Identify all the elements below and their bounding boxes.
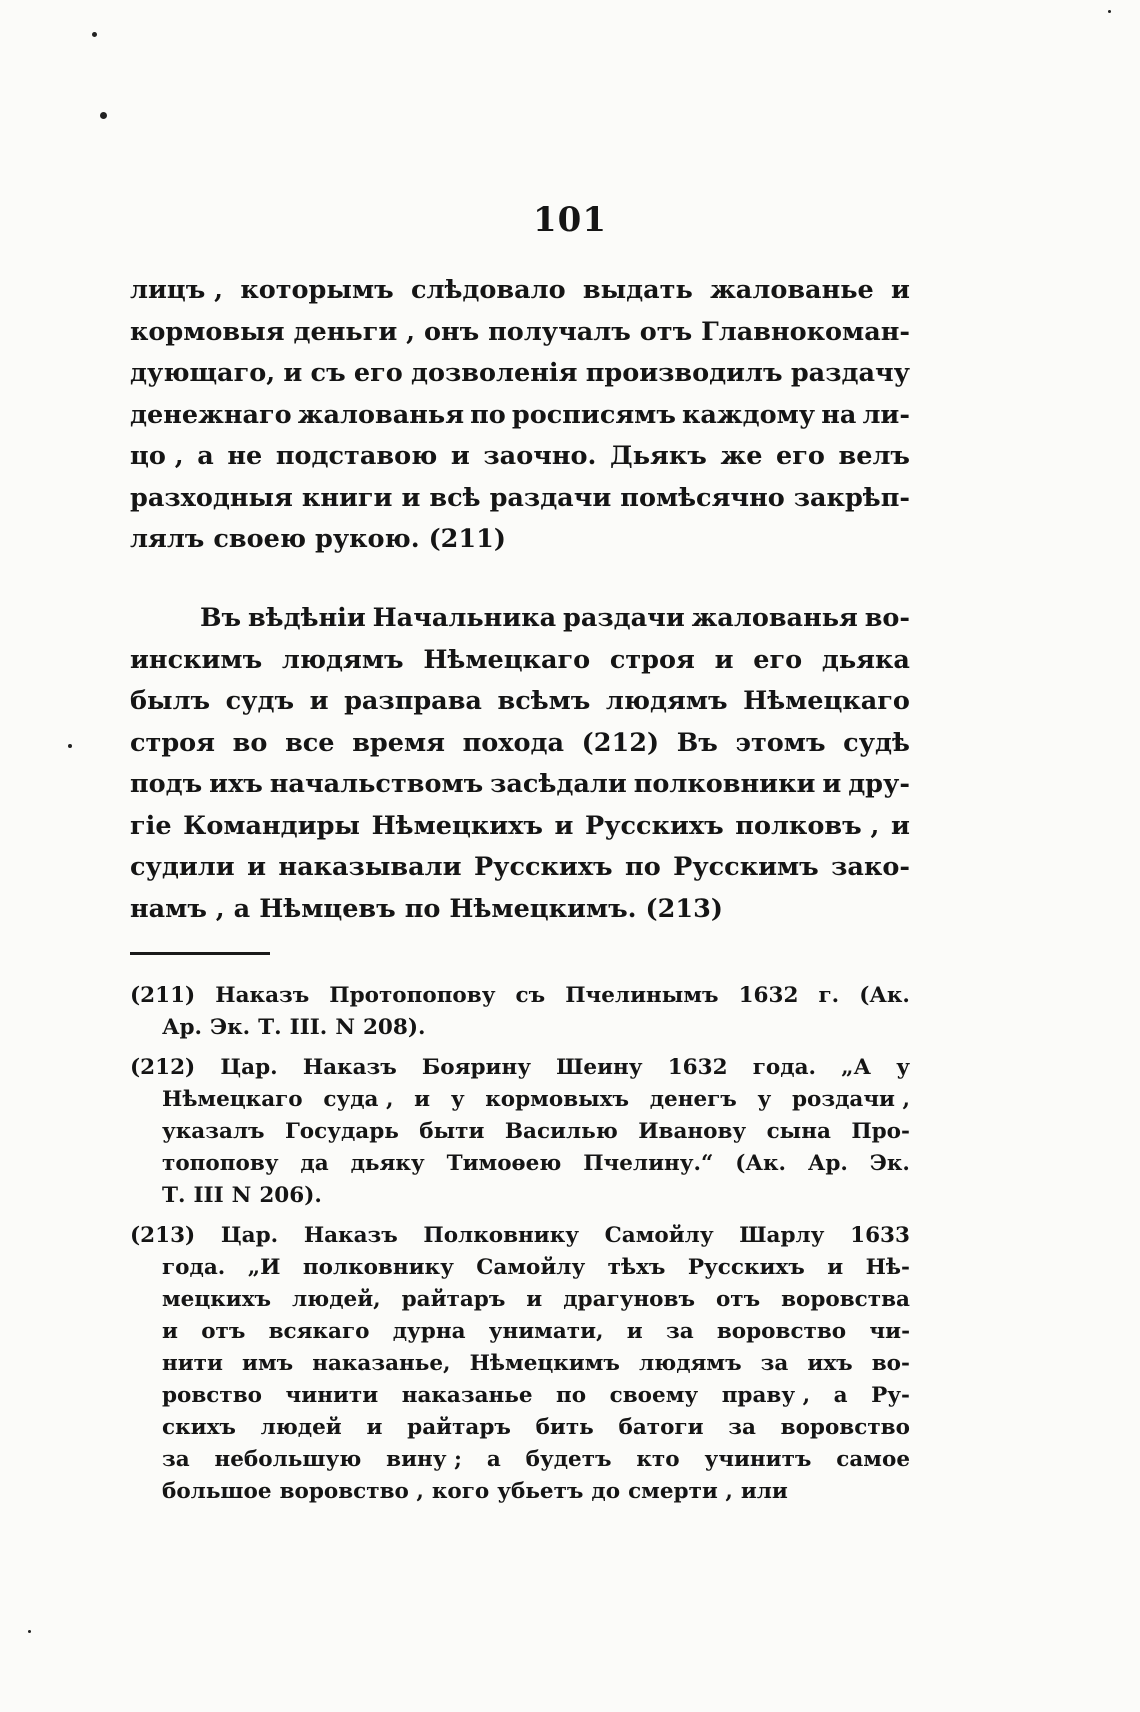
word: жалованья [691,603,858,633]
word: и [247,852,266,882]
paragraph-1 [130,270,910,561]
word: воровства [781,1287,910,1312]
word: наказывали [278,852,462,882]
footnote-line [130,1012,910,1044]
footnotes [130,980,910,1516]
text-line [130,640,910,682]
word: дозволенія [411,358,578,388]
text-line [130,681,910,723]
word: указалъ [162,1119,265,1144]
word: 1632 [738,983,799,1008]
word: и [309,686,329,716]
word: г. [818,983,840,1008]
text-line [130,889,910,931]
footnote-line [130,1084,910,1116]
text-line [130,270,910,312]
word: 208). [362,1015,426,1040]
scan-speck [100,112,107,119]
text-line [130,598,910,640]
footnote-line [130,1476,910,1508]
word: унимати, [488,1319,604,1344]
word: дурна [392,1319,466,1344]
word: Русскихъ [687,1255,805,1280]
word: (212) [581,727,660,758]
word: разходныя [130,482,293,513]
word: ихъ [209,769,263,799]
scan-speck [92,32,97,37]
word: до [591,1479,621,1504]
word: которымъ [240,275,394,305]
word: Про- [851,1119,910,1144]
word: Наказъ [303,1223,398,1248]
word: Шеину [556,1055,643,1080]
word: Самойлу [604,1223,714,1248]
word: Эк. [869,1151,910,1176]
word: и [283,358,303,388]
footnote-line [130,1116,910,1148]
word: рукою. [314,524,420,554]
footnote-line [130,1052,910,1084]
word: отъ [715,1287,761,1312]
word: людямъ [281,644,404,675]
word: и [822,769,842,799]
word: на [821,399,857,430]
word: производилъ [585,358,783,388]
word: Ар. [807,1151,848,1176]
word: (Ак. [859,983,910,1008]
word: раздачи [563,603,685,633]
word: Наказъ [302,1055,397,1080]
word: заочно. [483,441,597,471]
word: и [414,1087,431,1112]
word: самое [836,1447,910,1472]
word: и [450,441,470,471]
word: а [833,1383,848,1408]
footnote-line [130,1284,910,1316]
word: по [556,1383,587,1408]
word: и [162,1319,178,1344]
word: Нѣмецкаго [162,1087,303,1112]
word: лялъ [130,524,205,554]
word: убьетъ [497,1479,584,1504]
word: воровство [780,1415,910,1440]
word: Нѣмецкаго [743,686,910,716]
word: ихъ [807,1351,853,1376]
word: райтаръ [401,1287,506,1312]
word: за [665,1319,694,1344]
word: чи- [869,1319,910,1344]
word: кого [431,1479,490,1504]
word: (211) [130,983,196,1008]
word: инскимъ [130,644,263,675]
word: полковъ , [735,810,880,841]
scan-speck [28,1630,31,1633]
word: сына [766,1119,831,1144]
word: Боярину [421,1055,531,1080]
footnote-line [130,1380,910,1412]
word: „А [841,1055,872,1080]
paragraph-2 [130,598,910,930]
word: людей, [292,1287,381,1312]
word: съ [310,358,346,388]
word: и [554,810,574,841]
word: и [366,1415,383,1440]
word: гіе [130,810,172,841]
word: судъ [225,686,295,716]
word: и [526,1287,543,1312]
word: (211) [428,524,506,554]
word: зако- [831,852,910,882]
word: все [285,727,335,758]
word: кормовыя [130,316,285,347]
word: по [625,852,661,882]
word: слѣдовало [410,275,566,305]
text-line [130,436,910,478]
word: по [404,893,441,924]
word: батоги [618,1415,704,1440]
word: денегъ [649,1087,737,1112]
word: тѣхъ [607,1255,666,1280]
word: дьяку [350,1151,425,1176]
word: имъ [242,1351,294,1376]
word: топопову [162,1151,279,1176]
word: Тимоѳею [446,1151,562,1176]
word: драгуновъ [563,1287,695,1312]
word: III [193,1183,224,1208]
word: за [162,1447,190,1472]
word: у [896,1055,910,1080]
word: суда , [323,1087,394,1112]
word: лицъ , [130,275,224,305]
word: N [231,1183,252,1208]
word: а [233,893,251,924]
footnote-line [130,1252,910,1284]
word: во- [871,1351,910,1376]
word: онъ [423,316,480,347]
word: Т. [162,1183,186,1208]
word: кто [636,1447,680,1472]
word: бить [535,1415,594,1440]
word: смерти , [628,1479,733,1504]
word: отъ [639,316,693,347]
word: во- [864,603,910,633]
word: росписямъ [511,399,676,430]
word: вѣдѣніи [247,603,366,633]
word: отъ [201,1319,246,1344]
word: людямъ [605,686,728,716]
text-line [130,764,910,806]
word: роздачи , [791,1087,910,1112]
word: года. [162,1255,226,1280]
word: и [891,275,910,305]
word: мецкихъ [162,1287,272,1312]
word: ровство [162,1383,263,1408]
word: Иванову [638,1119,747,1144]
word: жалованье [710,275,874,305]
word: Русскимъ [673,852,819,882]
word: похода [462,727,565,758]
word: и [401,482,421,513]
word: и [626,1319,643,1344]
footnote-line [130,1412,910,1444]
word: Василью [504,1119,618,1144]
word: Эк. [210,1015,251,1040]
word: Пчелинымъ [565,983,719,1008]
word: года. [752,1055,816,1080]
word: всякаго [268,1319,370,1344]
word: деньги , [293,316,415,347]
scan-speck [1108,10,1111,13]
word: дующаго, [130,358,276,388]
word: судѣ [843,727,910,758]
word: выдать [582,275,693,305]
word: Ру- [871,1383,910,1408]
footnote-line [130,1316,910,1348]
text-line [130,478,910,520]
word: время [352,727,445,758]
word: его [776,441,825,471]
word: помѣсячно [620,482,785,513]
word: Ар. [162,1015,203,1040]
footnote-213 [130,1220,910,1508]
word: Нѣмцевъ [259,893,396,924]
word: засѣдали [490,769,627,799]
word: Самойлу [476,1255,586,1280]
word: жалованья [297,399,465,430]
word: Нѣмецкаго [423,644,591,675]
word: за [760,1351,789,1376]
word: всѣ [429,482,481,513]
word: (213) [130,1223,196,1248]
word: не [227,441,263,471]
word: каждому [681,399,816,430]
word: нити [162,1351,223,1376]
footnote-line [130,980,910,1012]
word: или [740,1479,788,1504]
word: раздачи [489,482,612,513]
word: Цар. [220,1055,278,1080]
word: былъ [130,686,211,716]
word: Нѣмецкимъ [469,1351,620,1376]
word: всѣмъ [497,686,591,716]
word: вину ; [386,1447,462,1472]
footnote-211 [130,980,910,1044]
word: цо , [130,441,184,471]
footnote-line [130,1220,910,1252]
word: (213) [645,893,723,924]
word: за [728,1415,756,1440]
word: будетъ [525,1447,612,1472]
text-line [130,847,910,889]
word: Цар. [220,1223,279,1248]
page-number: 101 [533,200,607,240]
word: и [891,810,910,841]
text-line [130,723,910,765]
word: чинити [285,1383,379,1408]
word: (212) [130,1055,196,1080]
word: кормовыхъ [485,1087,629,1112]
scan-speck [68,744,72,748]
footnote-line [130,1348,910,1380]
word: Полковнику [423,1223,579,1248]
word: получалъ [488,316,631,347]
word: а [486,1447,501,1472]
word: Русскихъ [473,852,613,882]
text-line [130,806,910,848]
footnote-line [130,1180,910,1212]
word: во [232,727,268,758]
word: подъ [130,769,203,799]
word: 1632 [667,1055,728,1080]
word: судили [130,852,235,882]
word: наказанье, [312,1351,451,1376]
word: своему [609,1383,699,1408]
word: Въ [676,727,718,758]
word: скихъ [162,1415,236,1440]
footnote-separator [130,952,270,955]
word: наказанье [401,1383,533,1408]
word: книги [301,482,393,513]
word: Нѣмецкимъ. [449,893,637,924]
word: у [450,1087,465,1112]
footnote-212 [130,1052,910,1212]
word: строя [609,644,695,675]
word: этомъ [735,727,826,758]
word: праву , [721,1383,811,1408]
word: Протопопову [329,983,496,1008]
footnote-line [130,1444,910,1476]
word: закрѣп- [793,482,910,513]
word: его [753,644,803,675]
text-line [130,395,910,437]
footnote-line [130,1148,910,1180]
word: Командиры [183,810,360,841]
word: Нѣмецкихъ [371,810,543,841]
word: Наказъ [215,983,310,1008]
word: (Ак. [735,1151,786,1176]
word: быти [419,1119,485,1144]
word: Пчелину.“ [583,1151,714,1176]
word: начальствомъ [269,769,484,799]
word: раздачу [790,358,910,388]
word: же [720,441,763,471]
word: полковники [633,769,816,799]
word: людямъ [638,1351,742,1376]
word: подставою [275,441,438,471]
word: 1633 [850,1223,910,1248]
word: разправа [344,686,482,716]
word: „И [247,1255,281,1280]
word: Нѣ- [865,1255,910,1280]
word: большое [162,1479,272,1504]
word: его [353,358,403,388]
word: Въ [200,603,242,633]
word: намъ , [130,893,225,924]
word: полковнику [302,1255,454,1280]
word: у [757,1087,772,1112]
word: N [335,1015,355,1040]
word: Русскихъ [585,810,724,841]
word: строя [130,727,216,758]
word: Главнокоман- [701,316,910,347]
word: ли- [862,399,910,430]
word: Т. [258,1015,282,1040]
word: дьяка [821,644,910,675]
text-line [130,353,910,395]
word: небольшую [214,1447,362,1472]
word: 206). [259,1183,322,1208]
text-line [130,519,910,561]
word: по [470,399,506,430]
word: воровство [716,1319,847,1344]
word: Государь [284,1119,399,1144]
word: и [827,1255,844,1280]
word: съ [515,983,546,1008]
word: а [197,441,214,471]
word: да [300,1151,329,1176]
text-line [130,312,910,354]
word: III. [289,1015,328,1040]
word: учинитъ [704,1447,812,1472]
word: Начальника [372,603,557,633]
word: дру- [848,769,910,799]
word: воровство , [279,1479,424,1504]
word: Дьякъ [610,441,707,471]
word: велъ [838,441,910,471]
word: людей [260,1415,342,1440]
word: денежнаго [130,399,292,430]
word: своею [213,524,306,554]
word: и [714,644,734,675]
word: Шарлу [739,1223,825,1248]
word: райтаръ [407,1415,511,1440]
